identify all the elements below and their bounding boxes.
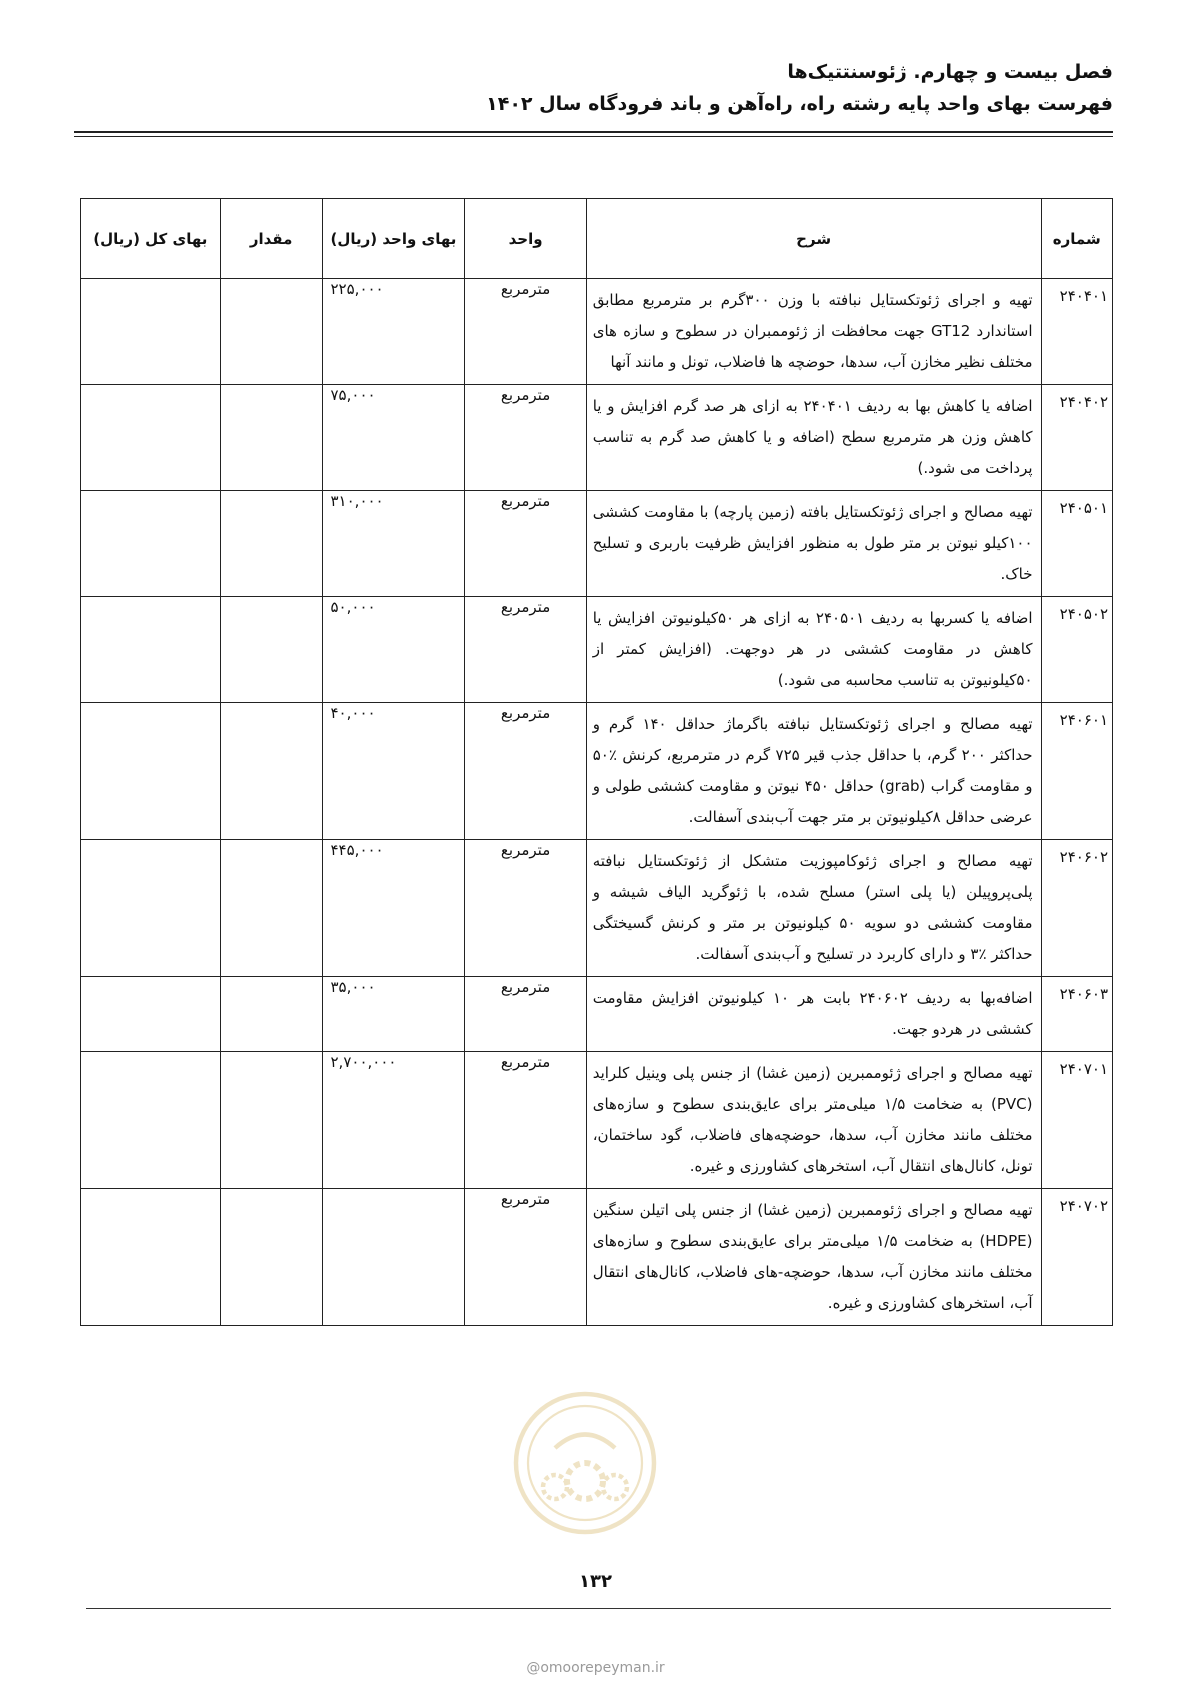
item-unit-price — [322, 1189, 465, 1326]
item-description: تهیه و اجرای ژئوتکستایل نبافته با وزن ۳۰۰گرم بر مترمربع مطابق استاندارد GT12 جهت محافظت از ژئوممبران در سطوح و سازه های مختلف نظیر مخازن آب، سدها، حوضچه ها فاضلاب، تونل و مانند آنها — [586, 279, 1041, 385]
chapter-title: فصل بیست و چهارم. ژئوسنتتیک‌ها — [787, 61, 1113, 83]
item-unit-price: ۴۰,۰۰۰ — [322, 703, 465, 840]
watermark-seal-icon — [510, 1388, 660, 1538]
item-unit: مترمربع — [465, 385, 586, 491]
item-unit-price: ۲,۷۰۰,۰۰۰ — [322, 1052, 465, 1189]
item-unit: مترمربع — [465, 840, 586, 977]
item-unit-price: ۳۵,۰۰۰ — [322, 977, 465, 1052]
item-description: تهیه مصالح و اجرای ژئوکامپوزیت متشکل از ژئوتکستایل نبافته پلی‌پروپیلن (یا پلی استر) مسلح شده، با ژئوگرید الیاف شیشه و مقاومت کششی دو سویه ۵۰ کیلونیوتن بر متر و کرنش گسیختگی حداکثر ٪۳ و دارای کاربرد در تسلیح و آب‌بندی آسفالت. — [586, 840, 1041, 977]
col-header-quantity: مقدار — [220, 199, 322, 279]
item-quantity — [220, 703, 322, 840]
footer-rule — [86, 1608, 1111, 1609]
table-row — [81, 491, 1113, 597]
item-description: تهیه مصالح و اجرای ژئوممبرین (زمین غشا) از جنس پلی وینیل کلراید (PVC) به ضخامت ۱/۵ میلی‌متر برای عایق‌بندی سطوح و سازه‌های مختلف مانند مخازن آب، سدها، حوضچه‌های فاضلاب، گود ساختمان، تونل، کانال‌های انتقال آب، استخرهای کشاورزی و غیره. — [586, 1052, 1041, 1189]
item-quantity — [220, 597, 322, 703]
item-unit: مترمربع — [465, 703, 586, 840]
item-quantity — [220, 840, 322, 977]
table-row — [81, 977, 1113, 1052]
table-row — [81, 1052, 1113, 1189]
item-total — [81, 1052, 221, 1189]
item-number: ۲۴۰۶۰۲ — [1041, 840, 1112, 977]
item-description: اضافه‌بها به ردیف ۲۴۰۶۰۲ بابت هر ۱۰ کیلونیوتن افزایش مقاومت کششی در هردو جهت. — [586, 977, 1041, 1052]
item-number: ۲۴۰۵۰۲ — [1041, 597, 1112, 703]
item-quantity — [220, 491, 322, 597]
item-unit-price: ۵۰,۰۰۰ — [322, 597, 465, 703]
page-header — [78, 56, 1113, 120]
item-total — [81, 385, 221, 491]
item-total — [81, 1189, 221, 1326]
header-rule-thick — [74, 131, 1113, 133]
item-description: تهیه مصالح و اجرای ژئوممبرین (زمین غشا) از جنس پلی اتیلن سنگین (HDPE) به ضخامت ۱/۵ میلی‌متر برای عایق‌بندی سطوح و سازه‌های مختلف مانند مخازن آب، سدها، حوضچه-های فاضلاب، کانال‌های انتقال آب، استخرهای کشاورزی و غیره. — [586, 1189, 1041, 1326]
col-header-total-price: بهای کل (ریال) — [81, 199, 221, 279]
table-row — [81, 703, 1113, 840]
item-total — [81, 840, 221, 977]
page-number: ۱۳۲ — [579, 1571, 612, 1592]
item-unit-price: ۳۱۰,۰۰۰ — [322, 491, 465, 597]
website-watermark: @omoorepeyman.ir — [526, 1660, 665, 1676]
item-unit-price: ۷۵,۰۰۰ — [322, 385, 465, 491]
document-subtitle: فهرست بهای واحد پایه رشته راه، راه‌آهن و باند فرودگاه سال ۱۴۰۲ — [486, 93, 1113, 115]
item-total — [81, 279, 221, 385]
price-table — [80, 198, 1113, 1326]
item-quantity — [220, 385, 322, 491]
item-quantity — [220, 1052, 322, 1189]
item-unit: مترمربع — [465, 977, 586, 1052]
item-unit-price: ۴۴۵,۰۰۰ — [322, 840, 465, 977]
item-number: ۲۴۰۶۰۳ — [1041, 977, 1112, 1052]
item-total — [81, 977, 221, 1052]
item-description: تهیه مصالح و اجرای ژئوتکستایل نبافته باگرماژ حداقل ۱۴۰ گرم و حداکثر ۲۰۰ گرم، با حداقل جذب قیر ۷۲۵ گرم در مترمربع، کرنش ٪۵۰ و مقاومت گراب (grab) حداقل ۴۵۰ نیوتن و مقاومت کششی طولی و عرضی حداقل ۸کیلونیوتن بر متر جهت آب‌بندی آسفالت. — [586, 703, 1041, 840]
item-number: ۲۴۰۴۰۲ — [1041, 385, 1112, 491]
item-number: ۲۴۰۷۰۱ — [1041, 1052, 1112, 1189]
item-number: ۲۴۰۵۰۱ — [1041, 491, 1112, 597]
item-description: اضافه یا کسربها به ردیف ۲۴۰۵۰۱ به ازای هر ۵۰کیلونیوتن افزایش یا کاهش در مقاومت کششی در هر دوجهت. (افزایش کمتر از ۵۰کیلونیوتن به تناسب محاسبه می شود.) — [586, 597, 1041, 703]
table-header-row — [81, 199, 1113, 279]
item-total — [81, 491, 221, 597]
table-row — [81, 840, 1113, 977]
item-number: ۲۴۰۴۰۱ — [1041, 279, 1112, 385]
item-total — [81, 703, 221, 840]
table-row — [81, 597, 1113, 703]
item-quantity — [220, 977, 322, 1052]
item-number: ۲۴۰۷۰۲ — [1041, 1189, 1112, 1326]
item-quantity — [220, 279, 322, 385]
item-unit: مترمربع — [465, 491, 586, 597]
col-header-unit: واحد — [465, 199, 586, 279]
header-rule-thin — [74, 136, 1113, 137]
col-header-number: شماره — [1041, 199, 1112, 279]
table-row — [81, 385, 1113, 491]
col-header-description: شرح — [586, 199, 1041, 279]
table-row — [81, 1189, 1113, 1326]
item-unit-price: ۲۲۵,۰۰۰ — [322, 279, 465, 385]
item-description: اضافه یا کاهش بها به ردیف ۲۴۰۴۰۱ به ازای هر صد گرم افزایش و یا کاهش وزن هر مترمربع سطح (اضافه و یا کاهش صد گرم به تناسب پرداخت می شود.) — [586, 385, 1041, 491]
item-unit: مترمربع — [465, 279, 586, 385]
item-quantity — [220, 1189, 322, 1326]
item-number: ۲۴۰۶۰۱ — [1041, 703, 1112, 840]
item-unit: مترمربع — [465, 1052, 586, 1189]
item-description: تهیه مصالح و اجرای ژئوتکستایل بافته (زمین پارچه) با مقاومت کششی ۱۰۰کیلو نیوتن بر متر طول به منظور افزایش ظرفیت باربری و تسلیح خاک. — [586, 491, 1041, 597]
item-unit: مترمربع — [465, 597, 586, 703]
item-total — [81, 597, 221, 703]
col-header-unit-price: بهای واحد (ریال) — [322, 199, 465, 279]
table-row — [81, 279, 1113, 385]
item-unit: مترمربع — [465, 1189, 586, 1326]
